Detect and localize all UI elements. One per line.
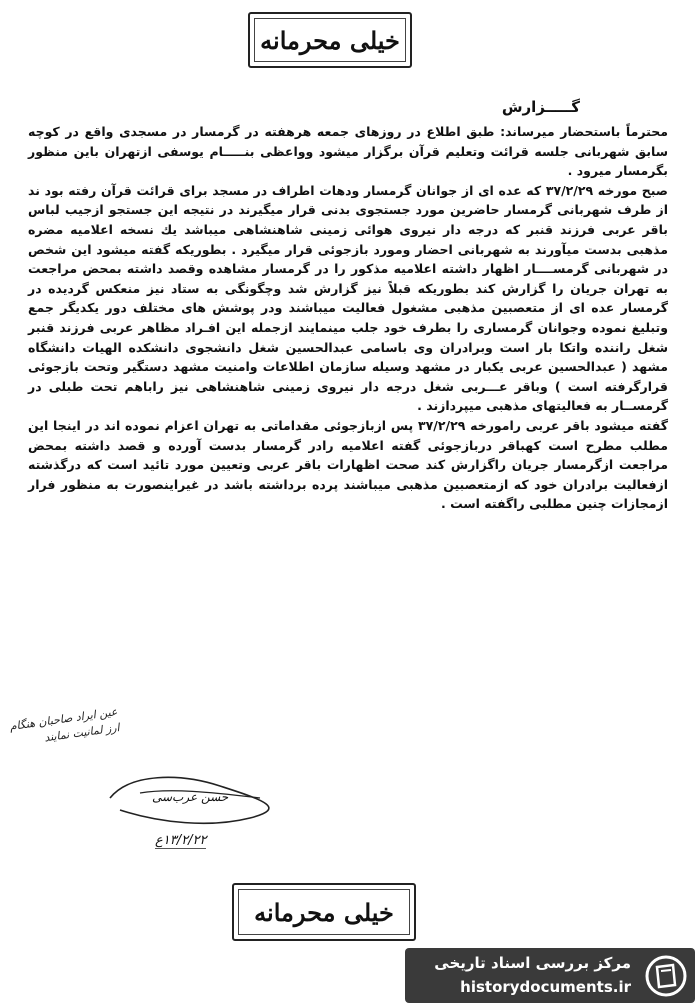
watermark-banner xyxy=(405,948,695,1003)
paragraph-1: محترماً باستحضار میرساند: طبق اطلاع در روزهای جمعه هرهفته در گرمسار در مسجدی واقع در کوچه سابق شهربانی جلسه قرائت وتعلیم قرآن برگزار میشود وواعظی بنـــــام یوسفی ازتهران باین منظور بگرمسار میرود . xyxy=(28,124,668,179)
watermark-url: historydocuments.ir xyxy=(460,978,631,996)
paragraph-3: گفته میشود باقر عربی رامورخه ۳۷/۲/۲۹ پس ازبازجوئی مقداماتی به تهران اعزام نموده اند در اینجا این مطلب مطرح است کهباقر دربازجوئی گفته اعلامیه رادر گرمسار بدست آورده و قصد داشته بمحض مراجعت ازگرمسار جریان راگزارش کند صحت اظهارات باقر عربی وتعیین مورد تائید است که درگذشته ازفعالیت برادران خود که ازمتعصبین مذهبی میباشند پرده برداشته باشد در غیراینصورت به منظور فرار ازمجازات چنین مطلبی راگفته است . xyxy=(28,417,668,512)
report-heading: گـــــزارش xyxy=(501,98,580,116)
archive-logo-icon xyxy=(643,953,689,999)
margin-handwritten-note: عین ایراد صاحبان هنگام ارز لمانیت نمایند xyxy=(8,705,121,745)
report-body xyxy=(28,122,668,514)
signature-date: ۱۳/۲/۲۲ع xyxy=(155,833,207,848)
classification-stamp-top-text: خیلی محرمانه xyxy=(260,25,400,55)
classification-stamp-top xyxy=(248,12,412,68)
classification-stamp-bottom xyxy=(232,883,416,941)
paragraph-2: صبح مورخه ۳۷/۲/۲۹ که عده ای از جوانان گرمسار ودهات اطراف در مسجد برای قرائت قرآن رفته بود ند از طرف شهربانی گرمسار حاضرین مورد جستجوی بدنی قرار میگیرند در نتیجه این جستجو ازجیب لباس باقر عربی فرزند قنبر که درجه دار نیروی هوائی زمینی شاهنشاهی میباشد یك نسخه اعلامیه مضره مذهبی بدست میآورند به شهربانی احضار ومورد بازجوئی قرار میگیرد . بطوریکه گفته میشود این شخص در شهربانی گرمســــار اظهار داشته اعلامیه مذکور را در گرمسار مشاهده وقصد داشته بمحض مراجعت به تهران جریان را گزارش کند بطوریکه قبلاً نیز گزارش شد وچگونگی به ستاد نیز منعکس گردیده در گرمسار عده ای از متعصبین مذهبی مشغول فعالیت میباشند ودر پوشش های مختلف دور یکدیگر جمع وتبلیغ نموده وجوانان گرمساری را بطرف خود جلب مینمایند ازجمله این افـراد مظاهر عربی فرزند قنبر شغل راننده واتکا بار است وبرادران وی باسامی عبدالحسین شغل دانشجوی دانشکده الهیات دانشگاه مشهد ( عبدالحسین عربی یکبار در مشهد وسیله سازمان اطلاعات وامنیت مشهد دستگیر وتحت بازجوئی قرارگرفته است ) وباقر عـــربی شغل درجه دار نیروی زمینی شاهنشاهی نیز راباهم تحت طبلی در گرمســار به فعالیتهای مذهبی میپردازند . xyxy=(28,182,668,414)
classification-stamp-bottom-text: خیلی محرمانه xyxy=(254,897,394,927)
watermark-title: مرکز بررسی اسناد تاریخی xyxy=(434,954,631,972)
signature-name: حسن عرب‌سی xyxy=(152,790,229,804)
